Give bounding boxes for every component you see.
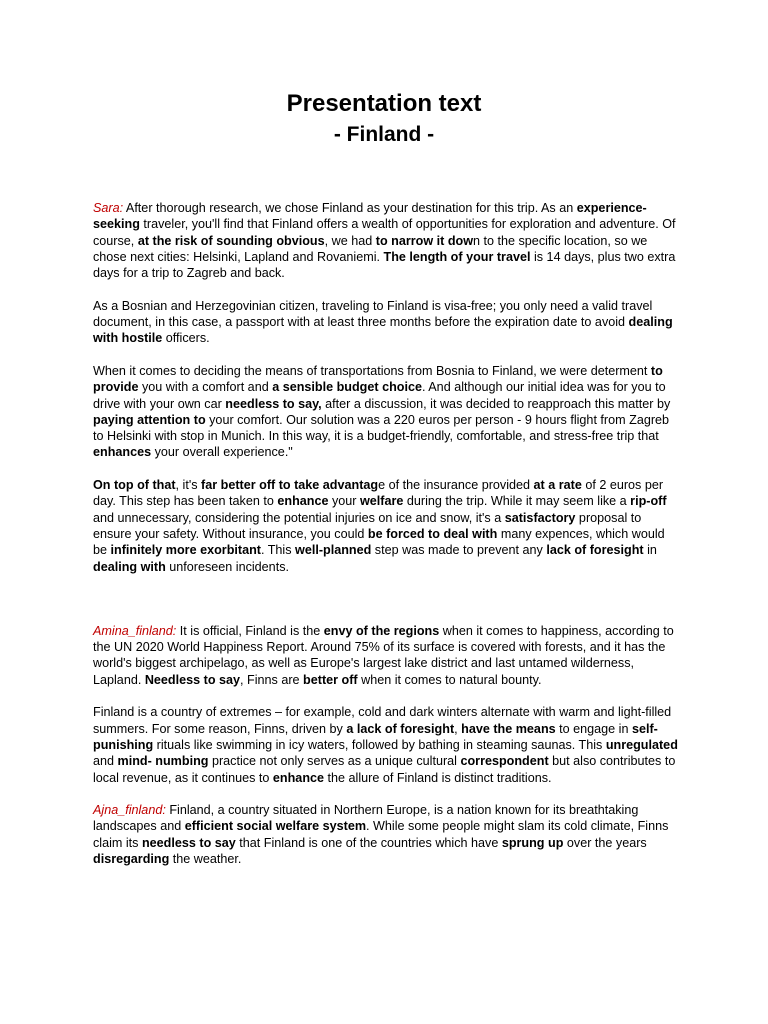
text-run: in (643, 543, 657, 558)
paragraph-sara-transport (93, 363, 678, 461)
text-run: over the years (563, 835, 647, 850)
speaker-label: Ajna_finland: (93, 803, 166, 818)
text-run: many expences, which would be (93, 526, 665, 558)
text-run: , (454, 721, 462, 736)
text-run: n to the specific location, so we chose next cities: Helsinki, Lapland and Rovaniemi. (93, 233, 648, 264)
paragraph-sara-visa (93, 298, 678, 347)
bold-phrase: efficient social welfare system (184, 819, 367, 834)
bold-phrase: dealing with (93, 559, 166, 574)
bold-phrase: experience-seeking (93, 201, 647, 232)
bold-phrase: better off (303, 672, 358, 687)
bold-phrase: On top of that (93, 478, 176, 493)
paragraph-amina-extremes (93, 704, 678, 785)
text-run: e of the insurance provided (378, 478, 534, 493)
bold-phrase: self-punishing (93, 721, 658, 752)
paragraph-sara-intro (93, 200, 678, 281)
text-run: you with a comfort and (138, 380, 273, 395)
document-title: Presentation text (286, 90, 482, 117)
text-run: . While some people might slam its cold climate, Finns claim its (93, 819, 669, 850)
text-run: officers. (162, 331, 210, 346)
bold-phrase: mind- numbing (117, 754, 209, 769)
bold-phrase: enhance (272, 770, 325, 785)
text-run: when it comes to natural bounty. (357, 672, 542, 687)
text-run: but also contributes to local revenue, as it continues to (93, 754, 676, 785)
text-run: rituals like swimming in icy waters, followed by bathing in steaming saunas. This (153, 737, 606, 752)
text-run: and (93, 754, 118, 769)
bold-phrase: a sensible budget choice (272, 380, 422, 395)
bold-phrase: have the means (461, 721, 556, 736)
text-run: , it's (175, 478, 202, 493)
document-body (93, 200, 678, 884)
text-run: to engage in (555, 721, 632, 736)
text-run: , we had (324, 233, 376, 248)
text-run: It is official, Finland is the (176, 623, 324, 638)
document-subtitle: - Finland - (333, 123, 435, 146)
paragraph-amina-happiness (93, 623, 678, 688)
bold-phrase: at the risk of sounding obvious (137, 233, 325, 248)
bold-phrase: The length of your travel (383, 249, 531, 264)
text-run: during the trip. While it may seem like a (403, 494, 631, 509)
text-run: your (328, 494, 360, 509)
text-run: Finland is a country of extremes – for example, cold and dark winters alternate with warm and light-filled summers. For some reason, Finns, driven by (93, 705, 672, 736)
bold-phrase: enhance (277, 494, 329, 509)
bold-phrase: needless to say, (225, 396, 322, 411)
text-run: , Finns are (240, 672, 304, 687)
text-run: after a discussion, it was decided to reapproach this matter by (321, 396, 671, 411)
bold-phrase: to provide (93, 363, 663, 395)
text-run: the allure of Finland is distinct traditions. (324, 770, 552, 785)
bold-phrase: satisfactory (504, 510, 576, 525)
text-run: When it comes to deciding the means of transportations from Bosnia to Finland, we were determent (93, 363, 651, 378)
bold-phrase: far better off to take advantag (201, 478, 379, 493)
speaker-label: Amina_finland: (93, 623, 177, 638)
paragraph-sara-insurance (93, 477, 678, 575)
text-run: As a Bosnian and Herzegovinian citizen, traveling to Finland is visa-free; you only need a valid travel document, in this case, a passport with at least three months before the expiration date to avoid (93, 298, 653, 330)
bold-phrase: to narrow it dow (375, 233, 473, 248)
bold-phrase: well-planned (295, 543, 372, 558)
text-run: and unnecessary, considering the potential injuries on ice and snow, it's a (93, 510, 505, 525)
text-run: traveler, you'll find that Finland offers a wealth of opportunities for exploration and adventure. Of course, (93, 217, 676, 248)
text-run: when it comes to happiness, according to the UN 2020 World Happiness Report. Around 75% of its surface is covered with forests, and it has the world's biggest archipelago, as well as Europe's largest lake district and last untamed wilderness, Lapland. (93, 623, 674, 687)
bold-phrase: dealing with hostile (93, 315, 673, 346)
text-run: . And although our initial idea was for you to drive with your own car (93, 380, 666, 411)
bold-phrase: Needless to say (144, 672, 241, 687)
bold-phrase: enhances (93, 445, 152, 460)
text-run: your comfort. Our solution was a 220 euros per person - 9 hours flight from Zagreb to Helsinki with stop in Munich. In this way, it is a budget-friendly, comfortable, and stress-free trip that (93, 412, 670, 444)
text-run: that Finland is one of the countries which have (235, 835, 502, 850)
bold-phrase: correspondent (460, 754, 549, 769)
bold-phrase: unregulated (605, 737, 678, 752)
text-run: the weather. (169, 851, 242, 866)
bold-phrase: be forced to deal with (367, 526, 498, 541)
text-run: step was made to prevent any (371, 543, 547, 558)
bold-phrase: needless to say (141, 835, 236, 850)
text-run: unforeseen incidents. (165, 559, 289, 574)
bold-phrase: at a rate (533, 478, 582, 493)
bold-phrase: a lack of foresight (346, 721, 455, 736)
bold-phrase: disregarding (93, 851, 170, 866)
text-run: is 14 days, plus two extra days for a trip to Zagreb and back. (93, 249, 676, 281)
bold-phrase: paying attention to (93, 412, 206, 427)
bold-phrase: welfare (359, 494, 404, 509)
bold-phrase: rip-off (630, 494, 667, 509)
text-run: practice not only serves as a unique cultural (208, 754, 461, 769)
bold-phrase: envy of the regions (323, 623, 440, 638)
paragraph-ajna-welfare (93, 802, 678, 867)
text-run: proposal to ensure your safety. Without insurance, you could (93, 510, 642, 541)
bold-phrase: lack of foresight (546, 543, 644, 558)
text-run: your overall experience." (151, 445, 293, 460)
text-run: Finland, a country situated in Northern Europe, is a nation known for its breathtaking landscapes and (93, 803, 639, 834)
text-run: After thorough research, we chose Finland as your destination for this trip. As an (123, 201, 577, 215)
bold-phrase: infinitely more exorbitant (110, 543, 261, 558)
bold-phrase: sprung up (501, 835, 564, 850)
text-run: of 2 euros per day. This step has been taken to (93, 478, 664, 509)
text-run: . This (260, 543, 296, 558)
speaker-label: Sara: (93, 201, 124, 215)
